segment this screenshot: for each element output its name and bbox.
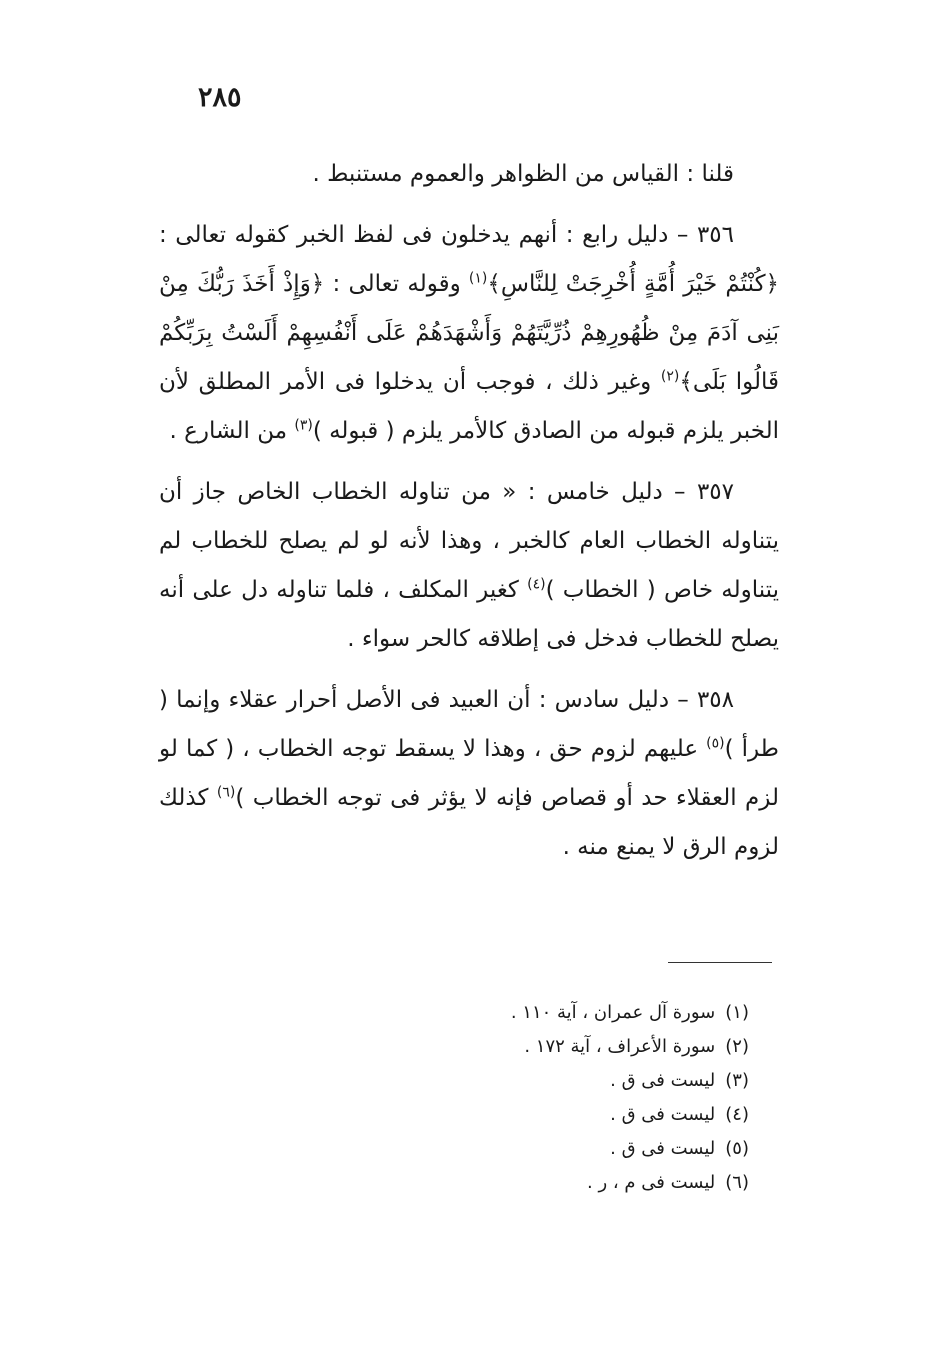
text-segment: كغير المكلف ، فلما تناوله دل على أنه يصلح للخطاب فدخل فى إطلاقه كالحر سواء .: [159, 577, 779, 652]
footnote-item: [189, 1166, 749, 1200]
footnotes-section: [189, 996, 749, 1200]
main-text: [159, 150, 779, 884]
text-segment: وقوله تعالى :: [324, 271, 469, 297]
text-segment: ٣٥٦ – دليل رابع : أنهم يدخلون فى لفظ الخبر كقوله تعالى :: [159, 222, 734, 248]
footnote-item: [189, 1098, 749, 1132]
text-segment: عليهم لزوم حق ، وهذا لا يسقط توجه الخطاب ، ( كما لو لزم العقلاء حد أو قصاص فإنه لا يؤثر فى توجه الخطاب ): [159, 736, 779, 811]
footnote-item: [189, 1064, 749, 1098]
footnote-reference: (١): [468, 270, 488, 287]
paragraph-p356: [159, 211, 779, 456]
footnote-number: (٥): [725, 1138, 749, 1159]
footnote-text: ليست فى ق .: [610, 1138, 716, 1159]
footnote-number: (٣): [725, 1070, 749, 1091]
quran-verse: ﴿وَإِذْ أَخَذَ رَبُّكَ مِنْ بَنِى آدَمَ مِنْ ظُهُورِهِمْ ذُرِّيَّتَهُمْ وَأَشْهَدَهُمْ عَلَى أَنْفُسِهِمْ أَلَسْتُ بِرَبِّكُمْ قَالُوا بَلَى﴾: [159, 271, 779, 395]
footnote-item: [189, 1132, 749, 1166]
footnote-reference: (٣): [294, 417, 313, 434]
text-segment: ٣٥٧ – دليل خامس : « من تناوله الخطاب الخاص جاز أن يتناوله الخطاب العام كالخبر ، وهذا لأنه لو لم يصلح للخطاب لم يتناوله خاص ( الخطاب ): [159, 479, 780, 603]
footnote-number: (١): [725, 1002, 749, 1023]
footnote-text: ليست فى م ، ر .: [587, 1172, 716, 1193]
footnote-item: [189, 996, 749, 1030]
page-number: ٢٨٥: [198, 82, 242, 113]
text-segment: وغير ذلك ، فوجب أن يدخلوا فى الأمر المطلق لأن الخبر يلزم قبوله من الصادق كالأمر يلزم ( قبوله ): [159, 369, 779, 444]
footnote-text: سورة آل عمران ، آية ١١٠ .: [510, 1002, 716, 1023]
footnote-number: (٦): [725, 1172, 749, 1193]
paragraph-p357: [159, 468, 779, 664]
paragraph-p358: [159, 676, 779, 872]
footnote-divider: [668, 962, 772, 963]
text-segment: ٣٥٨ – دليل سادس : أن العبيد فى الأصل أحرار عقلاء وإنما ( طرأ ): [159, 687, 779, 762]
footnote-number: (٤): [725, 1104, 749, 1125]
paragraph-opening: [159, 150, 779, 199]
footnote-text: سورة الأعراف ، آية ١٧٢ .: [524, 1036, 716, 1057]
footnote-reference: (٥): [706, 735, 725, 752]
footnote-reference: (٦): [216, 784, 236, 801]
footnote-reference: (٤): [527, 576, 546, 593]
quran-verse: ﴿كُنْتُمْ خَيْرَ أُمَّةٍ أُخْرِجَتْ لِلنَّاسِ﴾: [487, 271, 779, 297]
text-segment: قلنا : القياس من الظواهر والعموم مستنبط .: [312, 161, 734, 187]
footnote-number: (٢): [725, 1036, 749, 1057]
footnote-reference: (٢): [660, 368, 680, 385]
footnote-item: [189, 1030, 749, 1064]
text-segment: من الشارع .: [169, 418, 295, 444]
text-segment: كذلك لزوم الرق لا يمنع منه .: [159, 785, 779, 860]
footnote-text: ليست فى ق .: [610, 1104, 716, 1125]
footnote-text: ليست فى ق .: [610, 1070, 716, 1091]
